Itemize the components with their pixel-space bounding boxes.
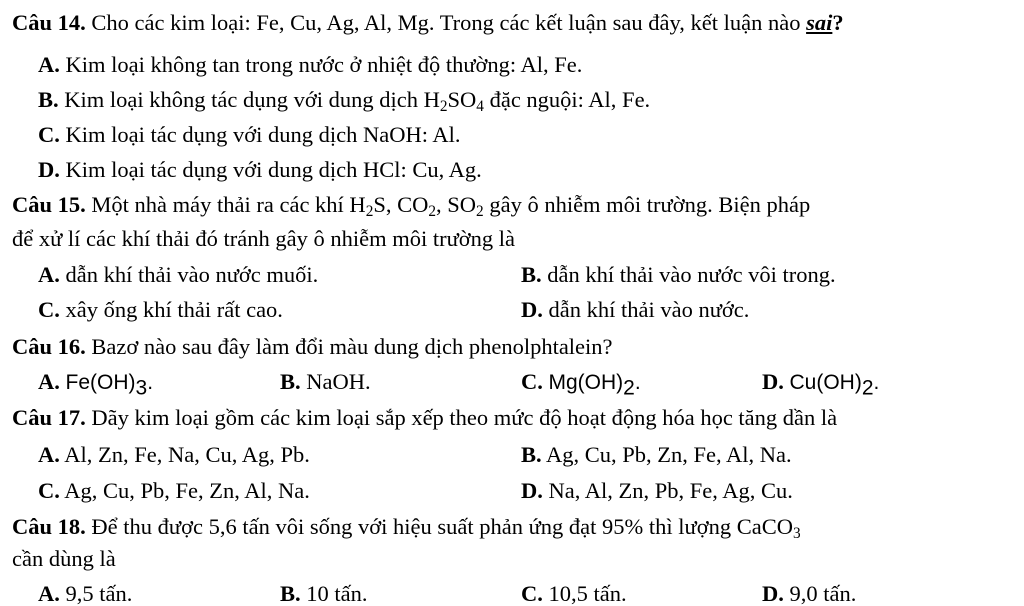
option-label: D.	[521, 478, 543, 503]
option-text: Ag, Cu, Pb, Zn, Fe, Al, Na.	[546, 442, 792, 467]
q16-option-d	[762, 369, 880, 400]
q16-option-a	[38, 369, 154, 400]
question-label: Câu 18.	[12, 514, 86, 539]
option-text: Ag, Cu, Pb, Fe, Zn, Al, Na.	[64, 478, 310, 503]
option-label: B.	[38, 87, 59, 112]
option-label: A.	[38, 262, 60, 287]
q16-option-b	[280, 371, 371, 394]
question-text: Dãy kim loại gồm các kim loại sắp xếp theo mức độ hoạt động hóa học tăng dần là	[91, 405, 838, 430]
option-label: B.	[521, 442, 542, 467]
q14-option-d	[38, 159, 482, 182]
question-label: Câu 15.	[12, 192, 86, 217]
question-mark: ?	[832, 10, 844, 35]
option-text: 9,0 tấn.	[789, 581, 857, 606]
question-15-stem	[12, 192, 811, 220]
question-18-stem-line2: cần dùng là	[12, 546, 116, 571]
q17-option-a	[38, 444, 310, 467]
option-text: dẫn khí thải vào nước vôi trong.	[547, 262, 836, 287]
q14-option-a	[38, 54, 582, 77]
option-label: A.	[38, 52, 60, 77]
option-text: Mg(OH)	[548, 371, 624, 394]
subscript: 2	[476, 202, 484, 220]
option-text: dẫn khí thải vào nước muối.	[65, 262, 319, 287]
option-text: SO	[447, 87, 477, 112]
q17-option-c	[38, 480, 310, 503]
option-label: C.	[38, 478, 60, 503]
q18-option-a	[38, 583, 132, 606]
option-text: .	[873, 371, 880, 394]
option-label: B.	[280, 369, 301, 394]
option-label: C.	[521, 581, 543, 606]
option-text: Cu(OH)	[789, 371, 862, 394]
question-text: Để thu được 5,6 tấn vôi sống với hiệu suất phản ứng đạt 95% thì lượng CaCO	[91, 514, 793, 539]
question-text: Một nhà máy thải ra các khí H	[91, 192, 366, 217]
option-text: Kim loại tác dụng với dung dịch HCl: Cu, Ag.	[65, 157, 482, 182]
option-text: Kim loại tác dụng với dung dịch NaOH: Al.	[65, 122, 461, 147]
option-label: C.	[38, 297, 60, 322]
option-text: .	[147, 371, 154, 394]
subscript: 2	[428, 202, 437, 220]
option-label: A.	[38, 581, 60, 606]
option-text: Kim loại không tan trong nước ở nhiệt độ thường: Al, Fe.	[65, 52, 583, 77]
subscript: 3	[792, 524, 801, 542]
q15-option-c	[38, 299, 283, 322]
question-label: Câu 17.	[12, 405, 86, 430]
subscript: 2	[861, 376, 874, 400]
option-label: C.	[521, 369, 543, 394]
option-label: B.	[280, 581, 301, 606]
question-16-stem	[12, 336, 613, 359]
question-14-stem	[12, 12, 844, 35]
option-text: dẫn khí thải vào nước.	[548, 297, 750, 322]
q14-option-c	[38, 124, 460, 147]
q17-option-d	[521, 480, 793, 503]
question-label: Câu 14.	[12, 10, 86, 35]
q18-option-b	[280, 583, 368, 606]
option-label: D.	[38, 157, 60, 182]
option-text: đặc nguội: Al, Fe.	[483, 87, 651, 112]
q18-option-c	[521, 583, 627, 606]
question-text: Cho các kim loại: Fe, Cu, Ag, Al, Mg. Trong các kết luận sau đây, kết luận nào	[91, 10, 807, 35]
question-15-stem-line2: để xử lí các khí thải đó tránh gây ô nhiễm môi trường là	[12, 226, 516, 251]
question-text: , SO	[436, 192, 477, 217]
question-text: Bazơ nào sau đây làm đổi màu dung dịch phenolphtalein?	[91, 334, 613, 359]
option-text: Fe(OH)	[65, 371, 136, 394]
subscript: 2	[439, 97, 448, 115]
question-label: Câu 16.	[12, 334, 86, 359]
option-text: 10,5 tấn.	[548, 581, 627, 606]
option-label: A.	[38, 442, 60, 467]
question-18-stem	[12, 514, 801, 542]
option-label: A.	[38, 369, 60, 394]
option-text: Kim loại không tác dụng với dung dịch H	[64, 87, 440, 112]
option-text: 9,5 tấn.	[65, 581, 133, 606]
option-text: NaOH.	[306, 369, 371, 394]
q16-option-c	[521, 369, 641, 400]
question-text: S, CO	[373, 192, 429, 217]
question-text: gây ô nhiễm môi trường. Biện pháp	[483, 192, 811, 217]
subscript: 3	[135, 376, 148, 400]
q18-option-d	[762, 583, 856, 606]
option-text: Na, Al, Zn, Pb, Fe, Ag, Cu.	[548, 478, 793, 503]
option-label: C.	[38, 122, 60, 147]
q14-option-b	[38, 87, 651, 115]
question-17-stem	[12, 407, 837, 430]
option-text: Al, Zn, Fe, Na, Cu, Ag, Pb.	[64, 442, 310, 467]
option-label: B.	[521, 262, 542, 287]
emphasis-sai: sai	[806, 10, 833, 35]
q15-option-a	[38, 264, 318, 287]
option-label: D.	[521, 297, 543, 322]
option-label: D.	[762, 369, 784, 394]
option-text: .	[634, 371, 641, 394]
option-label: D.	[762, 581, 784, 606]
q15-option-d	[521, 299, 749, 322]
q15-option-b	[521, 264, 836, 287]
subscript: 4	[476, 97, 484, 115]
subscript: 2	[623, 376, 635, 400]
q17-option-b	[521, 444, 792, 467]
option-text: xây ống khí thải rất cao.	[65, 297, 283, 322]
option-text: 10 tấn.	[306, 581, 368, 606]
subscript: 2	[365, 202, 374, 220]
